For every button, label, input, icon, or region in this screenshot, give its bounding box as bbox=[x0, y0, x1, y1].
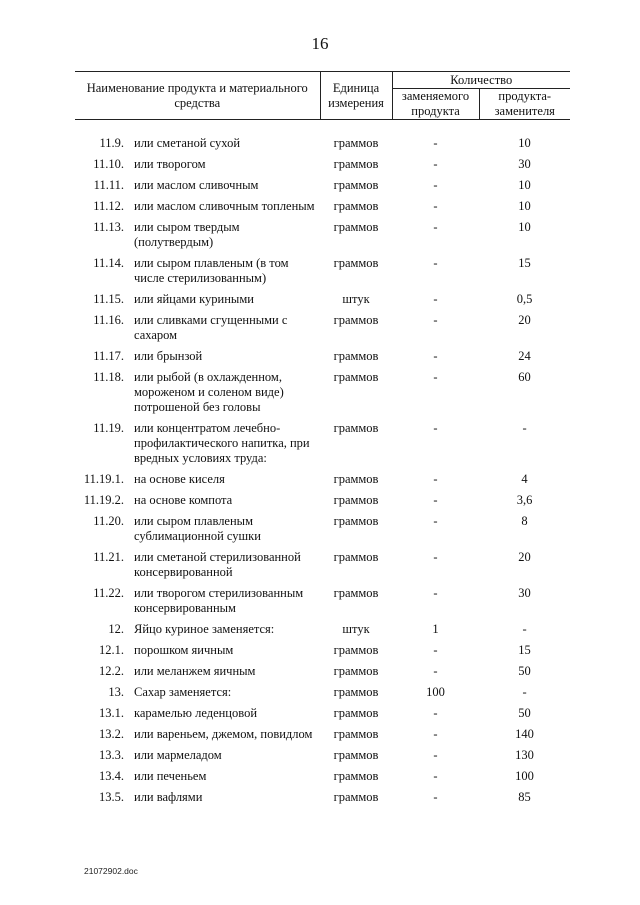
row-replaced-qty: - bbox=[433, 313, 438, 327]
table-row bbox=[75, 196, 570, 217]
row-unit: граммов bbox=[333, 550, 379, 564]
row-replaced-qty: - bbox=[433, 769, 438, 783]
row-substitute-qty: 85 bbox=[518, 790, 531, 804]
row-replaced-qty: - bbox=[433, 370, 438, 384]
row-number: 11.10. bbox=[93, 157, 124, 171]
row-replaced-qty: - bbox=[433, 178, 438, 192]
row-unit: граммов bbox=[333, 727, 379, 741]
row-replaced-qty: - bbox=[433, 643, 438, 657]
row-replaced-qty: - bbox=[433, 292, 438, 306]
table-row bbox=[75, 787, 570, 808]
row-substitute-qty: 30 bbox=[518, 586, 531, 600]
row-product-name: или меланжем яичным bbox=[134, 664, 256, 678]
row-product-name: или вареньем, джемом, повидлом bbox=[134, 727, 313, 741]
row-replaced-qty: - bbox=[433, 220, 438, 234]
row-product-name: или творогом bbox=[134, 157, 206, 171]
row-substitute-qty: 20 bbox=[518, 313, 531, 327]
row-substitute-qty: 0,5 bbox=[516, 292, 533, 306]
row-replaced-qty: - bbox=[433, 664, 438, 678]
table-row bbox=[75, 310, 570, 346]
row-unit: граммов bbox=[333, 349, 379, 363]
row-substitute-qty: 20 bbox=[518, 550, 531, 564]
row-unit: граммов bbox=[333, 706, 379, 720]
page-number: 16 bbox=[311, 34, 329, 53]
table-row bbox=[75, 640, 570, 661]
row-unit: штук bbox=[342, 292, 370, 306]
row-number: 13.3. bbox=[99, 748, 124, 762]
row-product-name: или яйцами куриными bbox=[134, 292, 254, 306]
table-row bbox=[75, 469, 570, 490]
row-number: 13.1. bbox=[99, 706, 124, 720]
row-number: 12.2. bbox=[99, 664, 124, 678]
row-unit: граммов bbox=[333, 586, 379, 600]
row-substitute-qty: 140 bbox=[515, 727, 534, 741]
row-product-name: или творогом стерилизованным консервированным bbox=[134, 586, 304, 615]
table-row bbox=[75, 490, 570, 511]
row-product-name: или сметаной сухой bbox=[134, 136, 241, 150]
row-unit: граммов bbox=[333, 256, 379, 270]
row-number: 11.13. bbox=[93, 220, 124, 234]
row-unit: граммов bbox=[333, 220, 379, 234]
row-substitute-qty: 24 bbox=[518, 349, 531, 363]
row-number: 11.22. bbox=[93, 586, 124, 600]
row-replaced-qty: - bbox=[433, 472, 438, 486]
row-substitute-qty: - bbox=[522, 685, 527, 699]
row-substitute-qty: 50 bbox=[518, 664, 531, 678]
row-unit: граммов bbox=[333, 421, 379, 435]
row-substitute-qty: 50 bbox=[518, 706, 531, 720]
table-row bbox=[75, 289, 570, 310]
row-number: 13.2. bbox=[99, 727, 124, 741]
row-unit: граммов bbox=[333, 472, 379, 486]
row-product-name: порошком яичным bbox=[134, 643, 234, 657]
table-row bbox=[75, 175, 570, 196]
table-row bbox=[75, 547, 570, 583]
row-substitute-qty: 10 bbox=[518, 220, 531, 234]
table-row bbox=[75, 703, 570, 724]
row-substitute-qty: 130 bbox=[515, 748, 534, 762]
row-number: 11.12. bbox=[93, 199, 124, 213]
row-number: 13.4. bbox=[99, 769, 124, 783]
row-product-name: или брынзой bbox=[134, 349, 203, 363]
row-product-name: или маслом сливочным bbox=[134, 178, 259, 192]
row-number: 11.16. bbox=[93, 313, 124, 327]
row-unit: граммов bbox=[333, 313, 379, 327]
table-row bbox=[75, 766, 570, 787]
row-number: 13. bbox=[108, 685, 124, 699]
table-row bbox=[75, 217, 570, 253]
row-replaced-qty: - bbox=[433, 349, 438, 363]
row-substitute-qty: 8 bbox=[521, 514, 528, 528]
row-product-name: на основе компота bbox=[134, 493, 233, 507]
row-substitute-qty: 10 bbox=[518, 199, 531, 213]
table-row bbox=[75, 745, 570, 766]
row-replaced-qty: - bbox=[433, 586, 438, 600]
row-replaced-qty: 100 bbox=[426, 685, 445, 699]
row-substitute-qty: 4 bbox=[521, 472, 528, 486]
row-unit: граммов bbox=[333, 493, 379, 507]
row-number: 11.19. bbox=[93, 421, 124, 435]
row-substitute-qty: 30 bbox=[518, 157, 531, 171]
row-product-name: Яйцо куриное заменяется: bbox=[134, 622, 275, 636]
row-product-name: или сыром плавленым (в том числе стерилизованным) bbox=[134, 256, 289, 285]
row-number: 12. bbox=[108, 622, 124, 636]
table-row bbox=[75, 346, 570, 367]
row-substitute-qty: 15 bbox=[518, 256, 531, 270]
row-substitute-qty: 3,6 bbox=[516, 493, 533, 507]
row-product-name: на основе киселя bbox=[134, 472, 225, 486]
header-replaced: заменяемого продукта bbox=[392, 89, 479, 120]
row-substitute-qty: - bbox=[522, 622, 527, 636]
row-product-name: или сливками сгущенными с сахаром bbox=[134, 313, 288, 342]
row-product-name: Сахар заменяется: bbox=[134, 685, 232, 699]
table-row bbox=[75, 619, 570, 640]
row-number: 11.14. bbox=[93, 256, 124, 270]
row-number: 11.11. bbox=[93, 178, 124, 192]
row-unit: граммов bbox=[333, 178, 379, 192]
row-product-name: или маслом сливочным топленым bbox=[134, 199, 315, 213]
row-product-name: или сыром плавленым сублимационной сушки bbox=[134, 514, 261, 543]
table-row bbox=[75, 583, 570, 619]
table-row bbox=[75, 724, 570, 745]
row-unit: граммов bbox=[333, 643, 379, 657]
row-number: 12.1. bbox=[99, 643, 124, 657]
header-unit: Единица измерения bbox=[320, 72, 392, 120]
row-replaced-qty: 1 bbox=[432, 622, 439, 636]
row-unit: граммов bbox=[333, 157, 379, 171]
row-replaced-qty: - bbox=[433, 199, 438, 213]
file-name-footer: 21072902.doc bbox=[84, 866, 138, 876]
row-replaced-qty: - bbox=[433, 256, 438, 270]
table-row bbox=[75, 154, 570, 175]
header-quantity: Количество bbox=[392, 72, 570, 89]
row-replaced-qty: - bbox=[433, 790, 438, 804]
row-substitute-qty: 100 bbox=[515, 769, 534, 783]
row-substitute-qty: - bbox=[522, 421, 527, 435]
row-replaced-qty: - bbox=[433, 727, 438, 741]
row-product-name: или сметаной стерилизованной консервированной bbox=[134, 550, 301, 579]
header-substitute: продукта-заменителя bbox=[479, 89, 570, 120]
row-replaced-qty: - bbox=[433, 157, 438, 171]
row-substitute-qty: 10 bbox=[518, 178, 531, 192]
row-product-name: или сыром твердым (полутвердым) bbox=[134, 220, 240, 249]
header-product: Наименование продукта и материального средства bbox=[75, 72, 320, 120]
substitution-table bbox=[75, 71, 570, 808]
row-replaced-qty: - bbox=[433, 421, 438, 435]
table-row bbox=[75, 511, 570, 547]
row-number: 11.15. bbox=[93, 292, 124, 306]
row-unit: штук bbox=[342, 622, 370, 636]
row-replaced-qty: - bbox=[433, 550, 438, 564]
row-substitute-qty: 10 bbox=[518, 136, 531, 150]
row-unit: граммов bbox=[333, 370, 379, 384]
row-product-name: или мармеладом bbox=[134, 748, 222, 762]
row-product-name: или печеньем bbox=[134, 769, 207, 783]
table-row bbox=[75, 367, 570, 418]
row-replaced-qty: - bbox=[433, 748, 438, 762]
row-unit: граммов bbox=[333, 136, 379, 150]
row-number: 13.5. bbox=[99, 790, 124, 804]
row-number: 11.20. bbox=[93, 514, 124, 528]
row-number: 11.21. bbox=[93, 550, 124, 564]
row-number: 11.9. bbox=[99, 136, 124, 150]
row-product-name: или вафлями bbox=[134, 790, 203, 804]
row-replaced-qty: - bbox=[433, 493, 438, 507]
row-replaced-qty: - bbox=[433, 514, 438, 528]
row-unit: граммов bbox=[333, 199, 379, 213]
row-number: 11.18. bbox=[93, 370, 124, 384]
row-product-name: карамелью леденцовой bbox=[134, 706, 258, 720]
table-row bbox=[75, 418, 570, 469]
row-replaced-qty: - bbox=[433, 136, 438, 150]
table-row bbox=[75, 682, 570, 703]
row-unit: граммов bbox=[333, 748, 379, 762]
row-number: 11.19.1. bbox=[83, 472, 124, 486]
row-unit: граммов bbox=[333, 790, 379, 804]
row-substitute-qty: 60 bbox=[518, 370, 531, 384]
row-product-name: или рыбой (в охлажденном, мороженом и соленом виде) потрошеной без головы bbox=[134, 370, 284, 414]
row-unit: граммов bbox=[333, 769, 379, 783]
row-unit: граммов bbox=[333, 664, 379, 678]
table-row bbox=[75, 133, 570, 154]
row-replaced-qty: - bbox=[433, 706, 438, 720]
row-product-name: или концентратом лечебно-профилактического напитка, при вредных условиях труда: bbox=[134, 421, 310, 465]
row-number: 11.19.2. bbox=[83, 493, 124, 507]
row-number: 11.17. bbox=[93, 349, 124, 363]
table-row bbox=[75, 661, 570, 682]
row-unit: граммов bbox=[333, 514, 379, 528]
table-row bbox=[75, 253, 570, 289]
row-unit: граммов bbox=[333, 685, 379, 699]
row-substitute-qty: 15 bbox=[518, 643, 531, 657]
